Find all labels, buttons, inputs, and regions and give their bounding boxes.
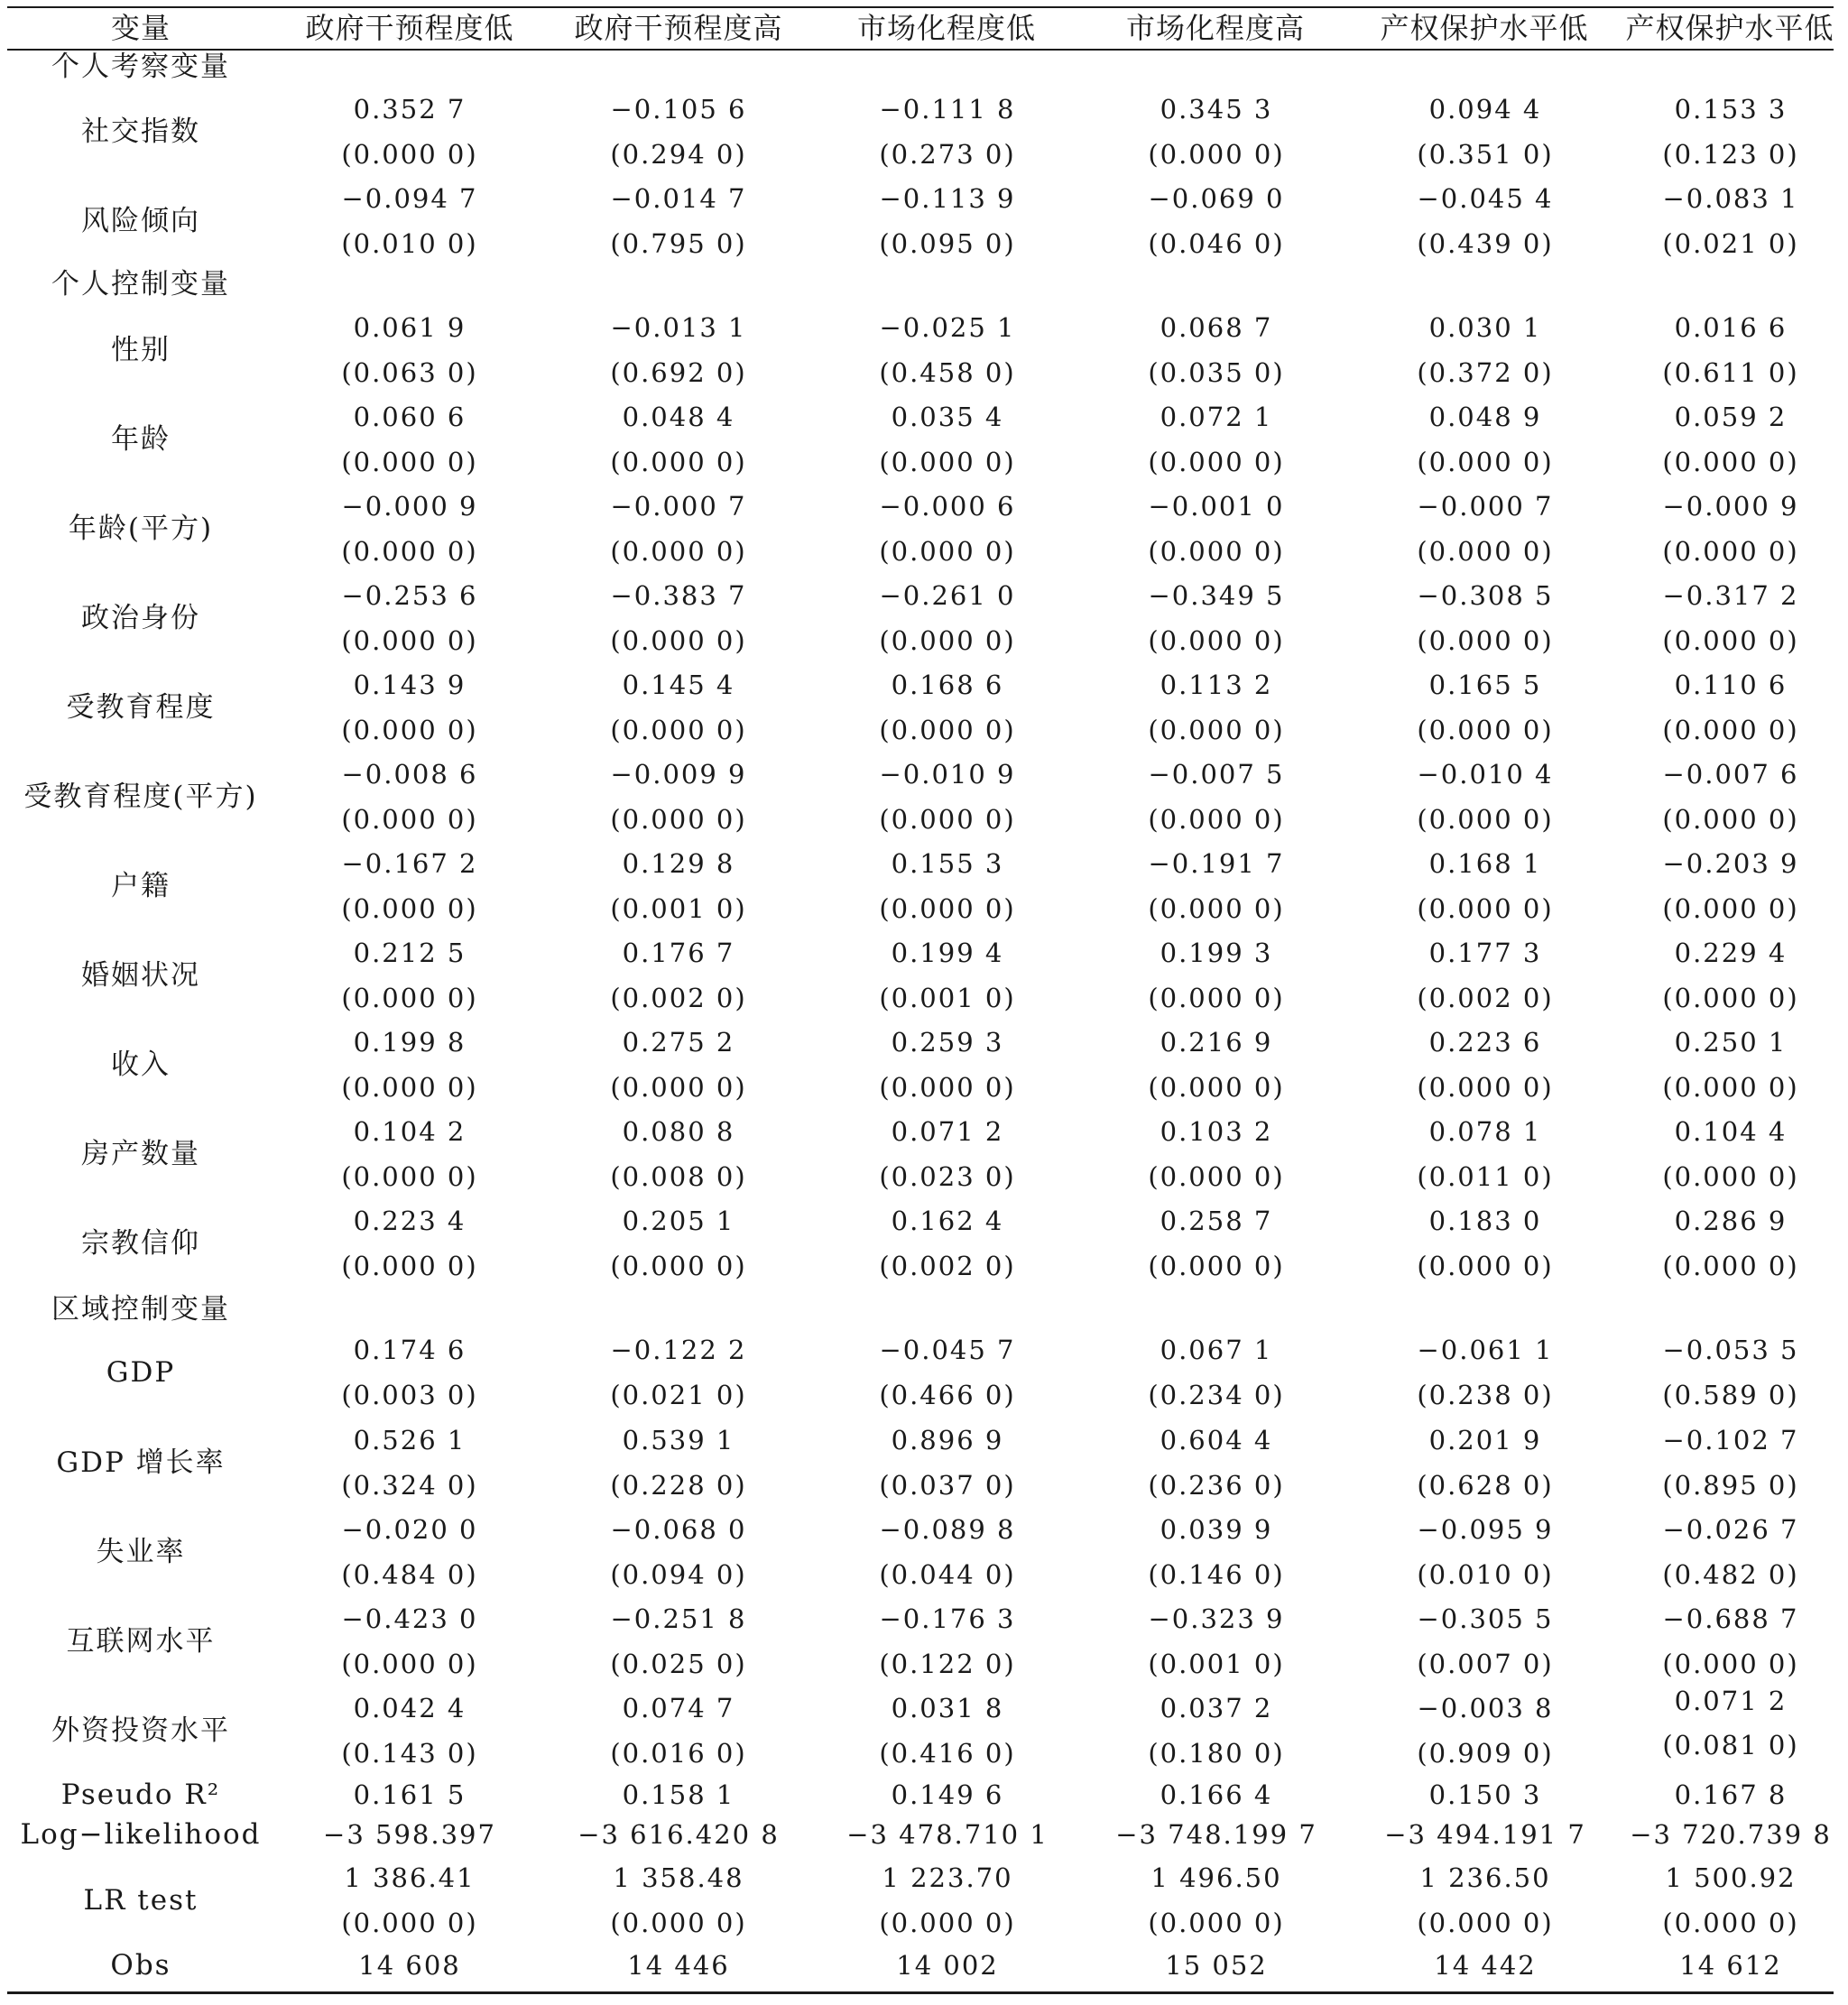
p-value-cell: (0.000 0) bbox=[1148, 447, 1285, 477]
coefficient-cell: 0.165 5 bbox=[1428, 670, 1542, 700]
coefficient-cell: −0.105 6 bbox=[610, 94, 747, 125]
p-value-cell: (0.000 0) bbox=[1148, 1251, 1285, 1281]
coefficient-cell: −0.000 9 bbox=[341, 491, 478, 522]
p-value-cell: (0.000 0) bbox=[610, 715, 747, 745]
statistic-cell: −3 616.420 8 bbox=[578, 1819, 780, 1850]
coefficient-cell: 0.183 0 bbox=[1428, 1206, 1542, 1236]
p-value-cell: (0.000 0) bbox=[1662, 1251, 1799, 1281]
p-value-cell: (0.000 0) bbox=[1662, 625, 1799, 656]
p-value-cell: (0.016 0) bbox=[610, 1738, 747, 1769]
p-value-cell: (0.000 0) bbox=[1148, 1908, 1285, 1938]
p-value-cell: (0.037 0) bbox=[879, 1470, 1016, 1501]
coefficient-cell: −0.007 6 bbox=[1662, 759, 1799, 790]
p-value-cell: (0.324 0) bbox=[341, 1470, 478, 1501]
p-value-cell: (0.000 0) bbox=[879, 715, 1016, 745]
p-value-cell: (0.000 0) bbox=[341, 1908, 478, 1938]
statistic-cell: −3 494.191 7 bbox=[1384, 1819, 1586, 1850]
statistic-cell: 0.167 8 bbox=[1674, 1779, 1788, 1810]
coefficient-cell: −0.308 5 bbox=[1417, 580, 1554, 611]
coefficient-cell: 0.259 3 bbox=[891, 1027, 1004, 1058]
statistic-cell: 0.150 3 bbox=[1428, 1779, 1542, 1810]
p-value-cell: (0.294 0) bbox=[610, 139, 747, 170]
p-value-cell: (0.000 0) bbox=[1662, 1072, 1799, 1103]
coefficient-cell: 0.060 6 bbox=[353, 402, 467, 432]
column-header-property-low-2: 产权保护水平低 bbox=[1625, 11, 1834, 45]
coefficient-cell: 0.176 7 bbox=[622, 938, 735, 968]
p-value-cell: (0.025 0) bbox=[610, 1649, 747, 1679]
p-value-cell: (0.002 0) bbox=[879, 1251, 1016, 1281]
coefficient-cell: −0.305 5 bbox=[1417, 1603, 1554, 1634]
p-value-cell: (0.466 0) bbox=[879, 1380, 1016, 1410]
coefficient-cell: −0.026 7 bbox=[1662, 1514, 1799, 1545]
coefficient-cell: 0.016 6 bbox=[1674, 312, 1788, 343]
coefficient-cell: −0.095 9 bbox=[1417, 1514, 1554, 1545]
coefficient-cell: 0.526 1 bbox=[353, 1425, 467, 1455]
coefficient-cell: −0.191 7 bbox=[1148, 848, 1285, 879]
coefficient-cell: −0.089 8 bbox=[879, 1514, 1016, 1545]
coefficient-cell: −0.261 0 bbox=[879, 580, 1016, 611]
coefficient-cell: 0.030 1 bbox=[1428, 312, 1542, 343]
coefficient-cell: 0.110 6 bbox=[1674, 670, 1788, 700]
p-value-cell: (0.458 0) bbox=[879, 357, 1016, 388]
coefficient-cell: 0.205 1 bbox=[622, 1206, 735, 1236]
row-label: 房产数量 bbox=[81, 1138, 200, 1170]
p-value-cell: (0.044 0) bbox=[879, 1559, 1016, 1590]
coefficient-cell: 0.048 4 bbox=[622, 402, 735, 432]
row-label: 政治身份 bbox=[81, 602, 200, 634]
coefficient-cell: 0.074 7 bbox=[622, 1693, 735, 1723]
p-value-cell: (0.000 0) bbox=[1662, 1649, 1799, 1679]
coefficient-cell: −0.083 1 bbox=[1662, 183, 1799, 214]
coefficient-cell: 0.199 4 bbox=[891, 938, 1004, 968]
p-value-cell: (0.000 0) bbox=[879, 536, 1016, 567]
coefficient-cell: −0.014 7 bbox=[610, 183, 747, 214]
coefficient-cell: −0.383 7 bbox=[610, 580, 747, 611]
p-value-cell: (0.000 0) bbox=[1148, 983, 1285, 1013]
coefficient-cell: −0.010 4 bbox=[1417, 759, 1554, 790]
p-value-cell: (0.000 0) bbox=[879, 893, 1016, 924]
p-value-cell: (0.000 0) bbox=[1662, 536, 1799, 567]
row-label: 性别 bbox=[111, 334, 171, 366]
p-value-cell: (0.000 0) bbox=[1417, 536, 1554, 567]
p-value-cell: (0.000 0) bbox=[610, 447, 747, 477]
coefficient-cell: −0.068 0 bbox=[610, 1514, 747, 1545]
coefficient-cell: 0.345 3 bbox=[1160, 94, 1273, 125]
coefficient-cell: 0.071 2 bbox=[1674, 1686, 1788, 1716]
p-value-cell: (0.000 0) bbox=[1148, 1072, 1285, 1103]
p-value-cell: (0.000 0) bbox=[610, 1072, 747, 1103]
p-value-cell: (0.094 0) bbox=[610, 1559, 747, 1590]
coefficient-cell: −0.094 7 bbox=[341, 183, 478, 214]
coefficient-cell: 0.113 2 bbox=[1160, 670, 1273, 700]
coefficient-cell: −0.000 9 bbox=[1662, 491, 1799, 522]
coefficient-cell: 0.071 2 bbox=[891, 1116, 1004, 1147]
p-value-cell: (0.000 0) bbox=[341, 1161, 478, 1192]
p-value-cell: (0.000 0) bbox=[1148, 804, 1285, 835]
statistic-cell: 0.149 6 bbox=[891, 1779, 1004, 1810]
row-label: LR test bbox=[83, 1884, 199, 1917]
coefficient-cell: 0.059 2 bbox=[1674, 402, 1788, 432]
coefficient-cell: 0.042 4 bbox=[353, 1693, 467, 1723]
coefficient-cell: −0.176 3 bbox=[879, 1603, 1016, 1634]
row-label: 收入 bbox=[111, 1049, 171, 1081]
p-value-cell: (0.000 0) bbox=[1662, 893, 1799, 924]
row-label: 户籍 bbox=[111, 870, 171, 902]
coefficient-cell: 0.250 1 bbox=[1674, 1027, 1788, 1058]
coefficient-cell: −0.009 9 bbox=[610, 759, 747, 790]
coefficient-cell: 0.223 6 bbox=[1428, 1027, 1542, 1058]
row-label: 失业率 bbox=[96, 1536, 186, 1568]
p-value-cell: (0.000 0) bbox=[1148, 715, 1285, 745]
p-value-cell: (0.351 0) bbox=[1417, 139, 1554, 170]
p-value-cell: (0.000 0) bbox=[341, 804, 478, 835]
p-value-cell: (0.000 0) bbox=[610, 536, 747, 567]
section-heading: 个人考察变量 bbox=[51, 51, 230, 83]
row-label: GDP bbox=[106, 1356, 176, 1389]
coefficient-cell: 0.072 1 bbox=[1160, 402, 1273, 432]
coefficient-cell: 0.068 7 bbox=[1160, 312, 1273, 343]
p-value-cell: (0.000 0) bbox=[610, 804, 747, 835]
p-value-cell: (0.000 0) bbox=[341, 536, 478, 567]
p-value-cell: (0.611 0) bbox=[1662, 357, 1799, 388]
coefficient-cell: −0.010 9 bbox=[879, 759, 1016, 790]
p-value-cell: (0.234 0) bbox=[1148, 1380, 1285, 1410]
coefficient-cell: −0.323 9 bbox=[1148, 1603, 1285, 1634]
coefficient-cell: 0.155 3 bbox=[891, 848, 1004, 879]
p-value-cell: (0.180 0) bbox=[1148, 1738, 1285, 1769]
p-value-cell: (0.010 0) bbox=[341, 228, 478, 259]
coefficient-cell: −0.061 1 bbox=[1417, 1335, 1554, 1365]
coefficient-cell: −0.113 9 bbox=[879, 183, 1016, 214]
p-value-cell: (0.273 0) bbox=[879, 139, 1016, 170]
p-value-cell: (0.484 0) bbox=[341, 1559, 478, 1590]
p-value-cell: (0.000 0) bbox=[1417, 625, 1554, 656]
p-value-cell: (0.000 0) bbox=[341, 625, 478, 656]
coefficient-cell: 0.604 4 bbox=[1160, 1425, 1273, 1455]
p-value-cell: (0.000 0) bbox=[879, 1072, 1016, 1103]
p-value-cell: (0.001 0) bbox=[1148, 1649, 1285, 1679]
coefficient-cell: 0.168 6 bbox=[891, 670, 1004, 700]
coefficient-cell: 1 223.70 bbox=[882, 1862, 1013, 1893]
p-value-cell: (0.000 0) bbox=[1417, 1251, 1554, 1281]
coefficient-cell: 0.212 5 bbox=[353, 938, 467, 968]
coefficient-cell: −0.000 7 bbox=[610, 491, 747, 522]
p-value-cell: (0.692 0) bbox=[610, 357, 747, 388]
section-heading: 区域控制变量 bbox=[51, 1293, 230, 1326]
p-value-cell: (0.095 0) bbox=[879, 228, 1016, 259]
p-value-cell: (0.002 0) bbox=[610, 983, 747, 1013]
coefficient-cell: −0.045 7 bbox=[879, 1335, 1016, 1365]
coefficient-cell: 0.199 8 bbox=[353, 1027, 467, 1058]
p-value-cell: (0.000 0) bbox=[341, 1251, 478, 1281]
row-label: 宗教信仰 bbox=[81, 1227, 200, 1260]
coefficient-cell: 1 386.41 bbox=[344, 1862, 476, 1893]
coefficient-cell: 0.177 3 bbox=[1428, 938, 1542, 968]
column-header-gov-high: 政府干预程度高 bbox=[574, 11, 783, 45]
coefficient-cell: 0.104 2 bbox=[353, 1116, 467, 1147]
p-value-cell: (0.628 0) bbox=[1417, 1470, 1554, 1501]
coefficient-cell: −0.253 6 bbox=[341, 580, 478, 611]
row-label: GDP 增长率 bbox=[56, 1446, 226, 1479]
coefficient-cell: 0.216 9 bbox=[1160, 1027, 1273, 1058]
coefficient-cell: −0.111 8 bbox=[879, 94, 1016, 125]
coefficient-cell: −0.102 7 bbox=[1662, 1425, 1799, 1455]
column-header-market-high: 市场化程度高 bbox=[1125, 11, 1305, 45]
coefficient-cell: 0.286 9 bbox=[1674, 1206, 1788, 1236]
p-value-cell: (0.000 0) bbox=[341, 715, 478, 745]
p-value-cell: (0.000 0) bbox=[1662, 715, 1799, 745]
coefficient-cell: −0.069 0 bbox=[1148, 183, 1285, 214]
coefficient-cell: −0.423 0 bbox=[341, 1603, 478, 1634]
p-value-cell: (0.000 0) bbox=[1148, 1161, 1285, 1192]
coefficient-cell: 0.174 6 bbox=[353, 1335, 467, 1365]
p-value-cell: (0.372 0) bbox=[1417, 357, 1554, 388]
p-value-cell: (0.000 0) bbox=[610, 1251, 747, 1281]
p-value-cell: (0.146 0) bbox=[1148, 1559, 1285, 1590]
p-value-cell: (0.000 0) bbox=[341, 1072, 478, 1103]
coefficient-cell: 0.153 3 bbox=[1674, 94, 1788, 125]
coefficient-cell: 1 358.48 bbox=[613, 1862, 744, 1893]
coefficient-cell: 0.275 2 bbox=[622, 1027, 735, 1058]
p-value-cell: (0.011 0) bbox=[1417, 1161, 1554, 1192]
p-value-cell: (0.000 0) bbox=[879, 447, 1016, 477]
p-value-cell: (0.000 0) bbox=[1417, 893, 1554, 924]
coefficient-cell: −0.025 1 bbox=[879, 312, 1016, 343]
p-value-cell: (0.000 0) bbox=[341, 983, 478, 1013]
bottom-rule bbox=[7, 1991, 1834, 1994]
coefficient-cell: −0.007 5 bbox=[1148, 759, 1285, 790]
p-value-cell: (0.000 0) bbox=[341, 893, 478, 924]
p-value-cell: (0.063 0) bbox=[341, 357, 478, 388]
p-value-cell: (0.000 0) bbox=[1417, 1072, 1554, 1103]
coefficient-cell: 0.168 1 bbox=[1428, 848, 1542, 879]
statistic-cell: 14 612 bbox=[1679, 1950, 1782, 1981]
p-value-cell: (0.000 0) bbox=[610, 625, 747, 656]
coefficient-cell: −0.008 6 bbox=[341, 759, 478, 790]
column-header-variable: 变量 bbox=[110, 11, 171, 45]
coefficient-cell: 0.162 4 bbox=[891, 1206, 1004, 1236]
row-label: Pseudo R² bbox=[60, 1779, 221, 1811]
statistic-cell: −3 598.397 bbox=[323, 1819, 496, 1850]
p-value-cell: (0.236 0) bbox=[1148, 1470, 1285, 1501]
statistic-cell: −3 478.710 1 bbox=[846, 1819, 1049, 1850]
coefficient-cell: −0.317 2 bbox=[1662, 580, 1799, 611]
coefficient-cell: −0.122 2 bbox=[610, 1335, 747, 1365]
p-value-cell: (0.003 0) bbox=[341, 1380, 478, 1410]
p-value-cell: (0.000 0) bbox=[1417, 804, 1554, 835]
p-value-cell: (0.439 0) bbox=[1417, 228, 1554, 259]
row-label: 互联网水平 bbox=[66, 1625, 216, 1658]
p-value-cell: (0.000 0) bbox=[341, 139, 478, 170]
p-value-cell: (0.143 0) bbox=[341, 1738, 478, 1769]
coefficient-cell: 0.352 7 bbox=[353, 94, 467, 125]
coefficient-cell: 0.048 9 bbox=[1428, 402, 1542, 432]
p-value-cell: (0.123 0) bbox=[1662, 139, 1799, 170]
p-value-cell: (0.000 0) bbox=[879, 804, 1016, 835]
coefficient-cell: −0.251 8 bbox=[610, 1603, 747, 1634]
coefficient-cell: −0.013 1 bbox=[610, 312, 747, 343]
column-header-gov-low: 政府干预程度低 bbox=[305, 11, 514, 45]
coefficient-cell: −0.001 0 bbox=[1148, 491, 1285, 522]
statistic-cell: 14 442 bbox=[1434, 1950, 1537, 1981]
p-value-cell: (0.010 0) bbox=[1417, 1559, 1554, 1590]
p-value-cell: (0.416 0) bbox=[879, 1738, 1016, 1769]
coefficient-cell: −0.203 9 bbox=[1662, 848, 1799, 879]
coefficient-cell: −0.020 0 bbox=[341, 1514, 478, 1545]
coefficient-cell: −0.688 7 bbox=[1662, 1603, 1799, 1634]
statistic-cell: 14 608 bbox=[358, 1950, 461, 1981]
p-value-cell: (0.000 0) bbox=[610, 1908, 747, 1938]
p-value-cell: (0.081 0) bbox=[1662, 1730, 1799, 1760]
p-value-cell: (0.002 0) bbox=[1417, 983, 1554, 1013]
statistic-cell: −3 748.199 7 bbox=[1115, 1819, 1317, 1850]
row-label: 年龄(平方) bbox=[68, 513, 214, 545]
coefficient-cell: 0.078 1 bbox=[1428, 1116, 1542, 1147]
coefficient-cell: 0.037 2 bbox=[1160, 1693, 1273, 1723]
coefficient-cell: −0.000 7 bbox=[1417, 491, 1554, 522]
coefficient-cell: 0.080 8 bbox=[622, 1116, 735, 1147]
p-value-cell: (0.000 0) bbox=[879, 625, 1016, 656]
p-value-cell: (0.000 0) bbox=[341, 1649, 478, 1679]
coefficient-cell: 0.258 7 bbox=[1160, 1206, 1273, 1236]
row-label: 年龄 bbox=[111, 423, 171, 456]
coefficient-cell: 0.031 8 bbox=[891, 1693, 1004, 1723]
coefficient-cell: 0.143 9 bbox=[353, 670, 467, 700]
p-value-cell: (0.021 0) bbox=[1662, 228, 1799, 259]
p-value-cell: (0.021 0) bbox=[610, 1380, 747, 1410]
row-label: Obs bbox=[110, 1949, 171, 1982]
p-value-cell: (0.795 0) bbox=[610, 228, 747, 259]
coefficient-cell: 0.104 4 bbox=[1674, 1116, 1788, 1147]
p-value-cell: (0.046 0) bbox=[1148, 228, 1285, 259]
statistic-cell: 15 052 bbox=[1165, 1950, 1268, 1981]
p-value-cell: (0.000 0) bbox=[1148, 893, 1285, 924]
coefficient-cell: 0.199 3 bbox=[1160, 938, 1273, 968]
coefficient-cell: 0.201 9 bbox=[1428, 1425, 1542, 1455]
row-label: 社交指数 bbox=[81, 115, 200, 148]
column-header-market-low: 市场化程度低 bbox=[856, 11, 1036, 45]
p-value-cell: (0.000 0) bbox=[1662, 1161, 1799, 1192]
p-value-cell: (0.000 0) bbox=[1662, 804, 1799, 835]
coefficient-cell: −0.000 6 bbox=[879, 491, 1016, 522]
coefficient-cell: 0.035 4 bbox=[891, 402, 1004, 432]
p-value-cell: (0.008 0) bbox=[610, 1161, 747, 1192]
p-value-cell: (0.035 0) bbox=[1148, 357, 1285, 388]
p-value-cell: (0.228 0) bbox=[610, 1470, 747, 1501]
coefficient-cell: −0.053 5 bbox=[1662, 1335, 1799, 1365]
coefficient-cell: 0.539 1 bbox=[622, 1425, 735, 1455]
coefficient-cell: 1 496.50 bbox=[1150, 1862, 1282, 1893]
coefficient-cell: 0.223 4 bbox=[353, 1206, 467, 1236]
p-value-cell: (0.023 0) bbox=[879, 1161, 1016, 1192]
coefficient-cell: 0.039 9 bbox=[1160, 1514, 1273, 1545]
p-value-cell: (0.482 0) bbox=[1662, 1559, 1799, 1590]
p-value-cell: (0.000 0) bbox=[1662, 447, 1799, 477]
p-value-cell: (0.238 0) bbox=[1417, 1380, 1554, 1410]
coefficient-cell: 0.094 4 bbox=[1428, 94, 1542, 125]
row-label: Log−likelihood bbox=[20, 1818, 262, 1851]
p-value-cell: (0.000 0) bbox=[1148, 625, 1285, 656]
coefficient-cell: −0.045 4 bbox=[1417, 183, 1554, 214]
coefficient-cell: −0.003 8 bbox=[1417, 1693, 1554, 1723]
p-value-cell: (0.000 0) bbox=[1417, 715, 1554, 745]
p-value-cell: (0.000 0) bbox=[879, 1908, 1016, 1938]
column-header-property-low: 产权保护水平低 bbox=[1380, 11, 1589, 45]
row-label: 受教育程度 bbox=[66, 691, 216, 724]
coefficient-cell: 0.067 1 bbox=[1160, 1335, 1273, 1365]
coefficient-cell: −0.167 2 bbox=[341, 848, 478, 879]
p-value-cell: (0.000 0) bbox=[1417, 1908, 1554, 1938]
statistic-cell: 0.161 5 bbox=[353, 1779, 467, 1810]
p-value-cell: (0.000 0) bbox=[1148, 139, 1285, 170]
p-value-cell: (0.000 0) bbox=[1662, 983, 1799, 1013]
p-value-cell: (0.001 0) bbox=[879, 983, 1016, 1013]
p-value-cell: (0.000 0) bbox=[1417, 447, 1554, 477]
p-value-cell: (0.000 0) bbox=[1148, 536, 1285, 567]
coefficient-cell: 0.129 8 bbox=[622, 848, 735, 879]
coefficient-cell: 1 236.50 bbox=[1419, 1862, 1551, 1893]
coefficient-cell: 0.103 2 bbox=[1160, 1116, 1273, 1147]
row-label: 风险倾向 bbox=[81, 205, 200, 237]
coefficient-cell: 0.229 4 bbox=[1674, 938, 1788, 968]
header-rule bbox=[7, 49, 1834, 51]
coefficient-cell: 0.145 4 bbox=[622, 670, 735, 700]
coefficient-cell: 1 500.92 bbox=[1665, 1862, 1797, 1893]
row-label: 外资投资水平 bbox=[51, 1714, 230, 1747]
section-heading: 个人控制变量 bbox=[51, 268, 230, 300]
p-value-cell: (0.007 0) bbox=[1417, 1649, 1554, 1679]
p-value-cell: (0.909 0) bbox=[1417, 1738, 1554, 1769]
coefficient-cell: 0.061 9 bbox=[353, 312, 467, 343]
statistic-cell: −3 720.739 8 bbox=[1630, 1819, 1832, 1850]
statistic-cell: 0.158 1 bbox=[622, 1779, 735, 1810]
row-label: 婚姻状况 bbox=[81, 959, 200, 992]
statistic-cell: 0.166 4 bbox=[1160, 1779, 1273, 1810]
p-value-cell: (0.122 0) bbox=[879, 1649, 1016, 1679]
coefficient-cell: −0.349 5 bbox=[1148, 580, 1285, 611]
coefficient-cell: 0.896 9 bbox=[891, 1425, 1004, 1455]
statistic-cell: 14 446 bbox=[627, 1950, 730, 1981]
p-value-cell: (0.589 0) bbox=[1662, 1380, 1799, 1410]
p-value-cell: (0.001 0) bbox=[610, 893, 747, 924]
p-value-cell: (0.895 0) bbox=[1662, 1470, 1799, 1501]
statistic-cell: 14 002 bbox=[896, 1950, 999, 1981]
p-value-cell: (0.000 0) bbox=[1662, 1908, 1799, 1938]
row-label: 受教育程度(平方) bbox=[23, 781, 258, 813]
p-value-cell: (0.000 0) bbox=[341, 447, 478, 477]
